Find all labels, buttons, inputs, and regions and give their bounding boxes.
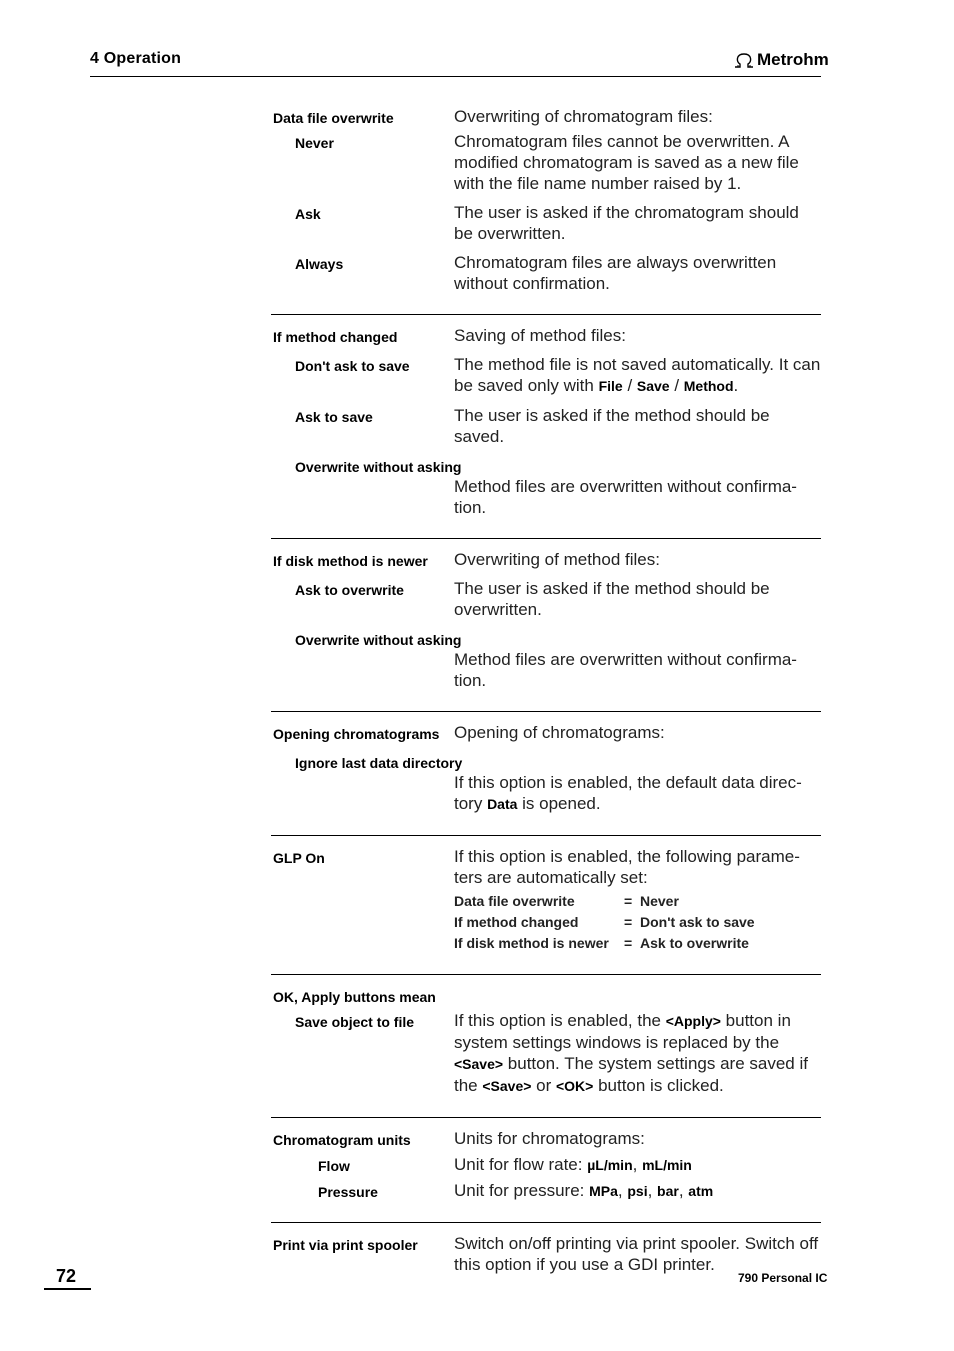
section-ok-apply-buttons bbox=[271, 974, 821, 1117]
section-if-method-changed bbox=[271, 314, 821, 538]
directory-name: Data bbox=[487, 796, 518, 812]
option-label: Ask to save bbox=[295, 409, 373, 425]
metrohm-omega-icon bbox=[733, 52, 755, 68]
option-desc: The user is asked if the method should be saved. bbox=[454, 406, 770, 446]
menu-save: Save bbox=[636, 378, 670, 394]
option-desc: If this option is enabled, the <Apply> button in system settings windows is replaced by the <Save> button. The system settings are saved if the <Save> or <OK> button is clicked. bbox=[454, 1011, 808, 1095]
option-label: Ask bbox=[295, 206, 321, 222]
param-label: GLP On bbox=[273, 850, 325, 866]
param-label: OK, Apply buttons mean bbox=[273, 989, 436, 1005]
menu-file: File bbox=[598, 378, 623, 394]
option-label: Don't ask to save bbox=[295, 358, 410, 374]
option-label: Flow bbox=[318, 1158, 350, 1174]
header-rule bbox=[90, 76, 821, 77]
list-item: Data file overwrite = Never bbox=[454, 893, 679, 909]
option-desc: The user is asked if the method should be overwritten. bbox=[454, 579, 770, 619]
param-label: Print via print spooler bbox=[273, 1237, 418, 1253]
option-label: Always bbox=[295, 256, 344, 272]
section-chromatogram-units bbox=[271, 1117, 821, 1222]
option-label: Never bbox=[295, 135, 334, 151]
section-glp-on bbox=[271, 835, 821, 974]
metrohm-logo bbox=[733, 50, 829, 70]
option-label: Overwrite without asking bbox=[295, 459, 462, 475]
section-opening-chromatograms bbox=[271, 711, 821, 835]
page-number: 72 bbox=[56, 1266, 77, 1286]
param-desc: Units for chromatograms: bbox=[454, 1129, 645, 1148]
option-label: Pressure bbox=[318, 1184, 378, 1200]
option-desc: The user is asked if the chromatogram should be overwritten. bbox=[454, 203, 799, 243]
param-desc: Overwriting of chromatogram files: bbox=[454, 107, 713, 126]
option-desc: Chromatogram files are always overwritten without confirmation. bbox=[454, 253, 777, 293]
section-data-file-overwrite bbox=[271, 106, 821, 314]
param-desc: Saving of method files: bbox=[454, 326, 626, 345]
apply-button-ref: <Apply> bbox=[665, 1013, 721, 1029]
section-heading: 4 Operation bbox=[90, 50, 182, 67]
option-label: Overwrite without asking bbox=[295, 632, 462, 648]
save-button-ref: <Save> bbox=[482, 1078, 532, 1094]
param-label: If method changed bbox=[273, 329, 398, 345]
option-desc: Method files are overwritten without confirma-tion. bbox=[454, 477, 797, 517]
option-desc: Method files are overwritten without confirma-tion. bbox=[454, 650, 797, 690]
param-desc: Overwriting of method files: bbox=[454, 550, 660, 569]
save-button-ref: <Save> bbox=[454, 1056, 504, 1072]
param-label: Chromatogram units bbox=[273, 1132, 411, 1148]
param-label: Opening chromatograms bbox=[273, 726, 440, 742]
param-desc: If this option is enabled, the following parame-ters are automatically set: bbox=[454, 847, 800, 887]
option-desc: Unit for pressure: MPa, psi, bar, atm bbox=[454, 1181, 714, 1200]
param-desc: Switch on/off printing via print spooler. Switch off this option if you use a GDI printer. bbox=[454, 1234, 819, 1274]
settings-table bbox=[271, 106, 821, 1295]
glp-parameter-list bbox=[454, 891, 821, 954]
option-label: Ask to overwrite bbox=[295, 582, 404, 598]
menu-method: Method bbox=[683, 378, 734, 394]
option-label: Save object to file bbox=[295, 1014, 415, 1030]
option-label: Ignore last data directory bbox=[295, 755, 463, 771]
param-label: If disk method is newer bbox=[273, 553, 428, 569]
option-desc: Unit for flow rate: µL/min, mL/min bbox=[454, 1155, 692, 1174]
option-desc: Chromatogram files cannot be overwritten. A modified chromatogram is saved as a new file with the file name number raised by 1. bbox=[454, 132, 799, 193]
param-label: Data file overwrite bbox=[273, 110, 394, 126]
section-if-disk-method-newer bbox=[271, 538, 821, 711]
logo-text: Metrohm bbox=[757, 50, 829, 69]
ok-button-ref: <OK> bbox=[555, 1078, 594, 1094]
param-desc: Opening of chromatograms: bbox=[454, 723, 665, 742]
list-item: If disk method is newer = Ask to overwrite bbox=[454, 935, 749, 951]
option-desc: If this option is enabled, the default data direc-tory Data is opened. bbox=[454, 773, 802, 813]
list-item: If method changed = Don't ask to save bbox=[454, 914, 755, 930]
option-desc: The method file is not saved automatically. It can be saved only with File / Save / Method. bbox=[454, 355, 821, 395]
footer-rule bbox=[44, 1288, 91, 1290]
product-name: 790 Personal IC bbox=[738, 1271, 828, 1285]
